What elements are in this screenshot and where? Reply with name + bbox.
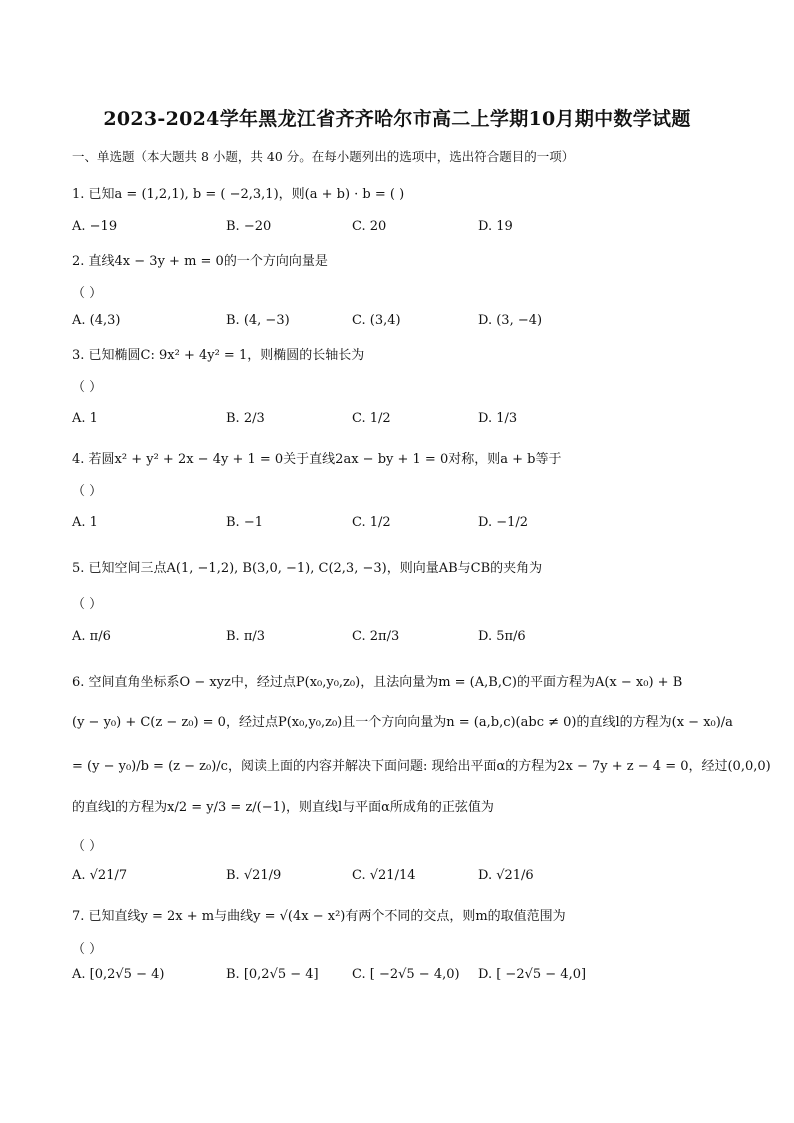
- q4-option-c[interactable]: C. 1/2: [352, 515, 391, 530]
- question-6-paren: （ ）: [72, 839, 103, 854]
- question-7-paren: （ ）: [72, 942, 103, 957]
- q7-option-a[interactable]: A. [0,2√5 − 4): [72, 967, 165, 982]
- q7-option-d[interactable]: D. [ −2√5 − 4,0]: [478, 967, 587, 982]
- q1-option-d[interactable]: D. 19: [478, 219, 513, 234]
- q4-option-a[interactable]: A. 1: [72, 515, 98, 530]
- question-3-stem: 3. 已知椭圆C: 9x² + 4y² = 1，则椭圆的长轴长为: [72, 348, 365, 363]
- question-6-stem-line-3: = (y − y₀)/b = (z − z₀)/c，阅读上面的内容并解决下面问题: 现给出平面α的方程为2x − 7y + z − 4 = 0，经过(0,0,0): [72, 759, 771, 774]
- q2-option-a[interactable]: A. (4,3): [72, 313, 121, 328]
- q1-option-c[interactable]: C. 20: [352, 219, 387, 234]
- q3-option-c[interactable]: C. 1/2: [352, 411, 391, 426]
- q2-option-c[interactable]: C. (3,4): [352, 313, 401, 328]
- question-6-stem-line-2: (y − y₀) + C(z − z₀) = 0，经过点P(x₀,y₀,z₀)且一个方向向量为n = (a,b,c)(abc ≠ 0)的直线l的方程为(x − x₀)/a: [72, 715, 733, 730]
- q3-option-a[interactable]: A. 1: [72, 411, 98, 426]
- q1-option-b[interactable]: B. −20: [226, 219, 272, 234]
- q4-option-d[interactable]: D. −1/2: [478, 515, 529, 530]
- q7-option-c[interactable]: C. [ −2√5 − 4,0): [352, 967, 460, 982]
- q5-option-b[interactable]: B. π/3: [226, 629, 266, 644]
- question-4-stem: 4. 若圆x² + y² + 2x − 4y + 1 = 0关于直线2ax − by + 1 = 0对称，则a + b等于: [72, 452, 562, 467]
- question-2-paren: （ ）: [72, 286, 103, 301]
- page-title: 2023-2024学年黑龙江省齐齐哈尔市高二上学期10月期中数学试题: [103, 108, 691, 130]
- q7-option-b[interactable]: B. [0,2√5 − 4]: [226, 967, 319, 982]
- question-7-stem: 7. 已知直线y = 2x + m与曲线y = √(4x − x²)有两个不同的交点，则m的取值范围为: [72, 909, 566, 924]
- question-3-paren: （ ）: [72, 380, 103, 395]
- q5-option-c[interactable]: C. 2π/3: [352, 629, 400, 644]
- section-header: 一、单选题（本大题共 8 小题，共 40 分。在每小题列出的选项中，选出符合题目的一项）: [72, 149, 575, 164]
- question-6-stem-line-1: 6. 空间直角坐标系O − xyz中，经过点P(x₀,y₀,z₀)，且法向量为m = (A,B,C)的平面方程为A(x − x₀) + B: [72, 675, 683, 690]
- question-5-paren: （ ）: [72, 597, 103, 612]
- q5-option-a[interactable]: A. π/6: [72, 629, 111, 644]
- question-4-paren: （ ）: [72, 484, 103, 499]
- q3-option-b[interactable]: B. 2/3: [226, 411, 265, 426]
- q6-option-d[interactable]: D. √21/6: [478, 868, 534, 883]
- question-6-stem-line-4: 的直线l的方程为x/2 = y/3 = z/(−1)，则直线l与平面α所成角的正弦值为: [72, 800, 494, 815]
- question-2-stem: 2. 直线4x − 3y + m = 0的一个方向向量是: [72, 254, 328, 269]
- q1-option-a[interactable]: A. −19: [72, 219, 118, 234]
- q6-option-c[interactable]: C. √21/14: [352, 868, 416, 883]
- q2-option-b[interactable]: B. (4, −3): [226, 313, 290, 328]
- q2-option-d[interactable]: D. (3, −4): [478, 313, 543, 328]
- question-1-stem: 1. 已知a = (1,2,1), b = ( −2,3,1)，则(a + b) · b = ( ): [72, 187, 405, 202]
- q5-option-d[interactable]: D. 5π/6: [478, 629, 526, 644]
- q4-option-b[interactable]: B. −1: [226, 515, 263, 530]
- q3-option-d[interactable]: D. 1/3: [478, 411, 518, 426]
- question-5-stem: 5. 已知空间三点A(1, −1,2), B(3,0, −1), C(2,3, −3)，则向量AB与CB的夹角为: [72, 561, 543, 576]
- q6-option-a[interactable]: A. √21/7: [72, 868, 128, 883]
- q6-option-b[interactable]: B. √21/9: [226, 868, 282, 883]
